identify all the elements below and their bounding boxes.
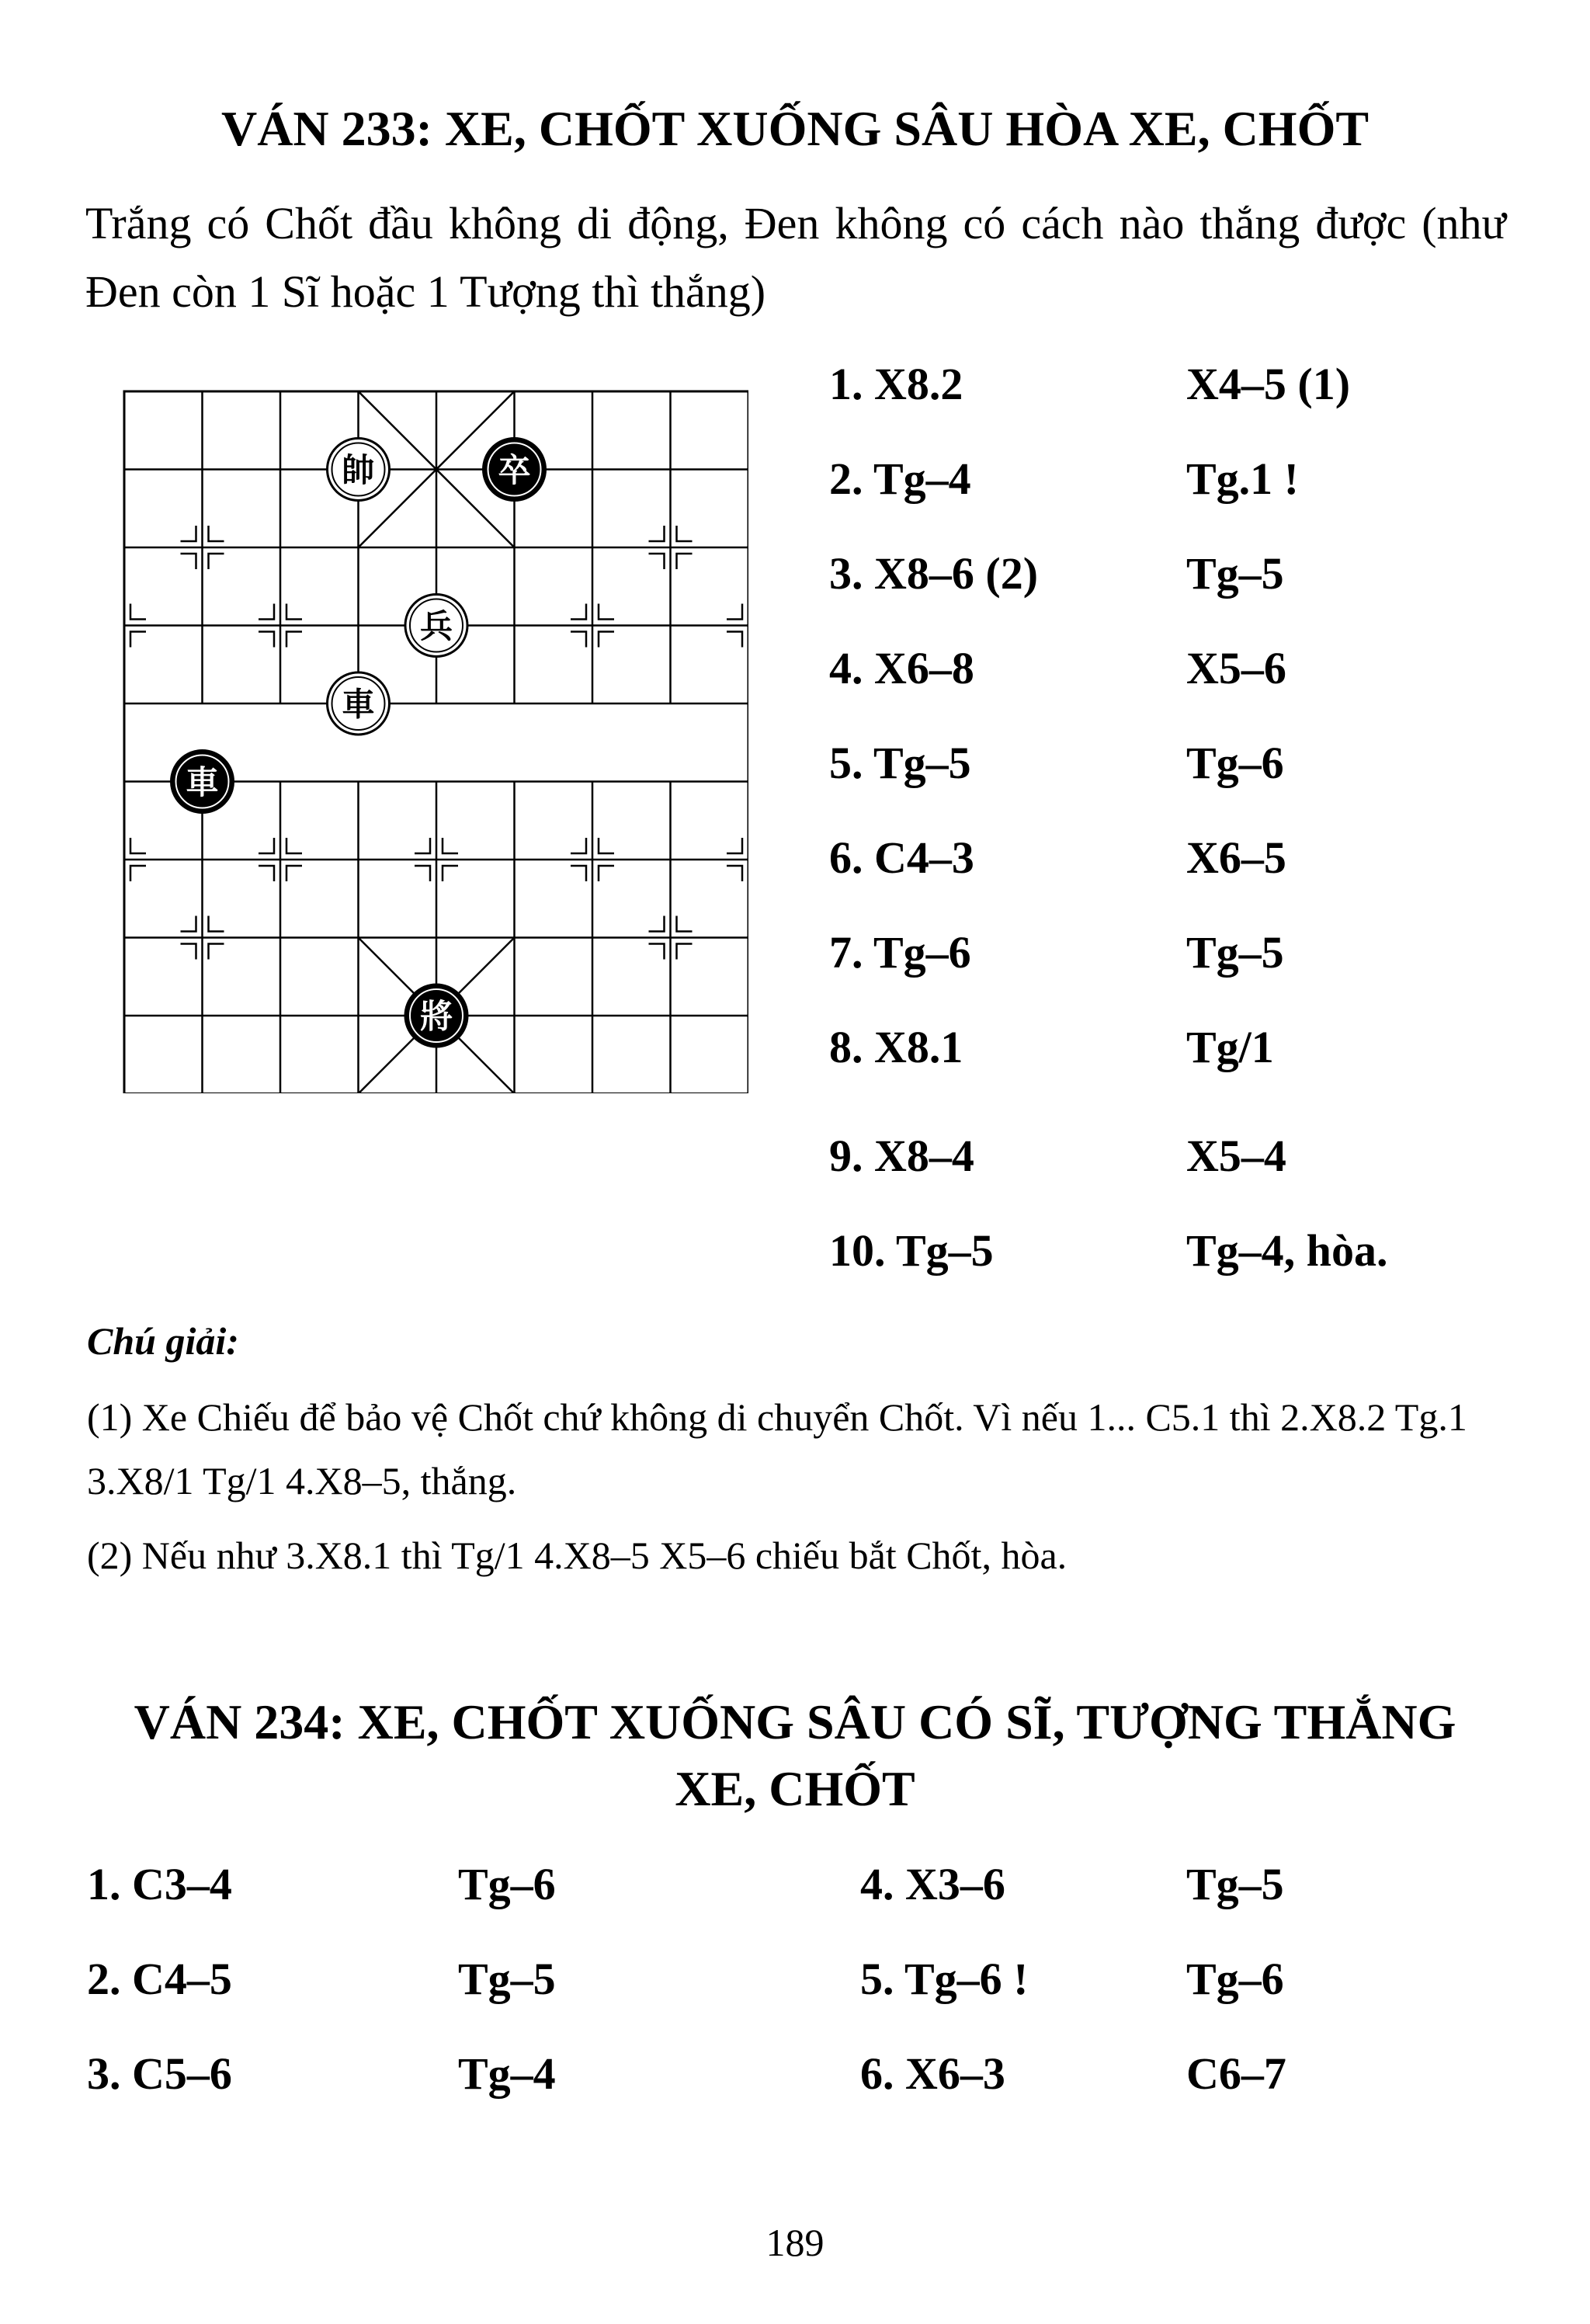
black-general-piece xyxy=(405,985,467,1047)
position-marker xyxy=(209,526,224,541)
position-marker xyxy=(259,604,274,620)
g2-move-3-black: Tg–4 xyxy=(458,2048,556,2099)
position-marker xyxy=(286,838,302,853)
white-chariot-glyph: 車 xyxy=(342,685,375,724)
g2-move-6-white: 6. X6–3 xyxy=(860,2048,1005,2099)
g2-move-5-white: 5. Tg–6 ! xyxy=(860,1954,1029,2004)
position-marker xyxy=(727,604,742,620)
move-9-white: 9. X8–4 xyxy=(829,1131,974,1181)
g2-move-1-white: 1. C3–4 xyxy=(87,1859,232,1909)
move-2-black: Tg.1 ! xyxy=(1186,453,1299,504)
position-marker xyxy=(599,632,614,648)
position-marker xyxy=(649,944,665,960)
move-1-white: 1. X8.2 xyxy=(829,359,963,409)
move-10-white: 10. Tg–5 xyxy=(829,1225,994,1276)
game-233-title: VÁN 233: XE, CHỐT XUỐNG SÂU HÒA XE, CHỐT xyxy=(220,101,1370,156)
position-marker xyxy=(649,916,665,932)
black-chariot-piece xyxy=(172,751,234,813)
move-6-black: X6–5 xyxy=(1186,832,1286,883)
black-general-glyph: 將 xyxy=(419,997,453,1036)
move-8-black: Tg/1 xyxy=(1186,1022,1274,1072)
white-general-piece xyxy=(328,439,390,501)
black-soldier-piece xyxy=(484,439,546,501)
position-marker xyxy=(571,866,586,881)
position-marker xyxy=(181,916,196,932)
white-soldier-glyph: 兵 xyxy=(419,607,453,645)
move-5-black: Tg–6 xyxy=(1186,738,1284,788)
position-marker xyxy=(259,632,274,648)
notes-heading: Chú giải: xyxy=(87,1319,239,1363)
black-chariot-glyph: 車 xyxy=(186,763,219,801)
position-marker xyxy=(209,554,224,569)
g2-move-2-black: Tg–5 xyxy=(458,1954,556,2004)
position-marker xyxy=(443,838,458,853)
g2-move-4-black: Tg–5 xyxy=(1186,1859,1284,1909)
position-marker xyxy=(599,604,614,620)
move-1-black: X4–5 (1) xyxy=(1186,359,1351,409)
g2-move-4-white: 4. X3–6 xyxy=(860,1859,1005,1909)
position-marker xyxy=(181,944,196,960)
position-marker xyxy=(677,916,693,932)
note-1: (1) Xe Chiếu để bảo vệ Chốt chứ không di chuyển Chốt. Vì nếu 1... C5.1 thì 2.X8.2 Tg.1 3.X8/1 Tg/1 4.X8–5, thắng. xyxy=(87,1395,1467,1502)
position-marker xyxy=(130,604,146,620)
position-marker xyxy=(181,554,196,569)
position-marker xyxy=(571,632,586,648)
position-marker xyxy=(599,838,614,853)
g2-move-6-black: C6–7 xyxy=(1186,2048,1286,2099)
position-marker xyxy=(649,526,665,541)
position-marker xyxy=(727,866,742,881)
move-4-white: 4. X6–8 xyxy=(829,643,974,693)
position-marker xyxy=(649,554,665,569)
position-marker xyxy=(286,604,302,620)
position-marker xyxy=(209,916,224,932)
g2-move-5-black: Tg–6 xyxy=(1186,1954,1284,2004)
move-9-black: X5–4 xyxy=(1186,1131,1286,1181)
move-5-white: 5. Tg–5 xyxy=(829,738,971,788)
position-marker xyxy=(677,526,693,541)
white-soldier-piece xyxy=(405,595,467,657)
move-7-black: Tg–5 xyxy=(1186,927,1284,978)
position-marker xyxy=(415,838,430,853)
move-6-white: 6. C4–3 xyxy=(829,832,974,883)
move-8-white: 8. X8.1 xyxy=(829,1022,963,1072)
white-chariot-piece xyxy=(328,672,390,735)
position-marker xyxy=(677,554,693,569)
move-10-black: Tg–4, hòa. xyxy=(1186,1225,1388,1276)
position-marker xyxy=(599,866,614,881)
move-4-black: X5–6 xyxy=(1186,643,1286,693)
position-marker xyxy=(727,632,742,648)
move-2-white: 2. Tg–4 xyxy=(829,453,971,504)
position-marker xyxy=(209,944,224,960)
position-marker xyxy=(130,838,146,853)
g2-move-1-black: Tg–6 xyxy=(458,1859,556,1909)
position-marker xyxy=(571,838,586,853)
position-marker xyxy=(443,866,458,881)
position-marker xyxy=(677,944,693,960)
white-general-glyph: 帥 xyxy=(342,451,375,489)
xiangqi-board-diagram xyxy=(123,390,748,1093)
game-234-title-line-1: VÁN 234: XE, CHỐT XUỐNG SÂU CÓ SĨ, TƯỢNG THẮNG xyxy=(134,1694,1456,1749)
move-7-white: 7. Tg–6 xyxy=(829,927,971,978)
black-soldier-glyph: 卒 xyxy=(498,451,531,489)
position-marker xyxy=(130,632,146,648)
move-3-black: Tg–5 xyxy=(1186,548,1284,599)
game-234-title-line-2: XE, CHỐT xyxy=(675,1761,915,1816)
position-marker xyxy=(286,866,302,881)
g2-move-3-white: 3. C5–6 xyxy=(87,2048,232,2099)
note-2: (2) Nếu như 3.X8.1 thì Tg/1 4.X8–5 X5–6 chiếu bắt Chốt, hòa. xyxy=(87,1534,1068,1577)
position-marker xyxy=(286,632,302,648)
position-marker xyxy=(181,526,196,541)
position-marker xyxy=(727,838,742,853)
position-marker xyxy=(259,866,274,881)
position-marker xyxy=(259,838,274,853)
position-marker xyxy=(571,604,586,620)
move-3-white: 3. X8–6 (2) xyxy=(829,548,1039,599)
page-number: 189 xyxy=(765,2221,825,2264)
position-marker xyxy=(130,866,146,881)
g2-move-2-white: 2. C4–5 xyxy=(87,1954,232,2004)
game-233-intro: Trắng có Chốt đầu không di động, Đen không có cách nào thắng được (như Đen còn 1 Sĩ hoặc 1 Tượng thì thắng) xyxy=(85,198,1506,317)
position-marker xyxy=(415,866,430,881)
